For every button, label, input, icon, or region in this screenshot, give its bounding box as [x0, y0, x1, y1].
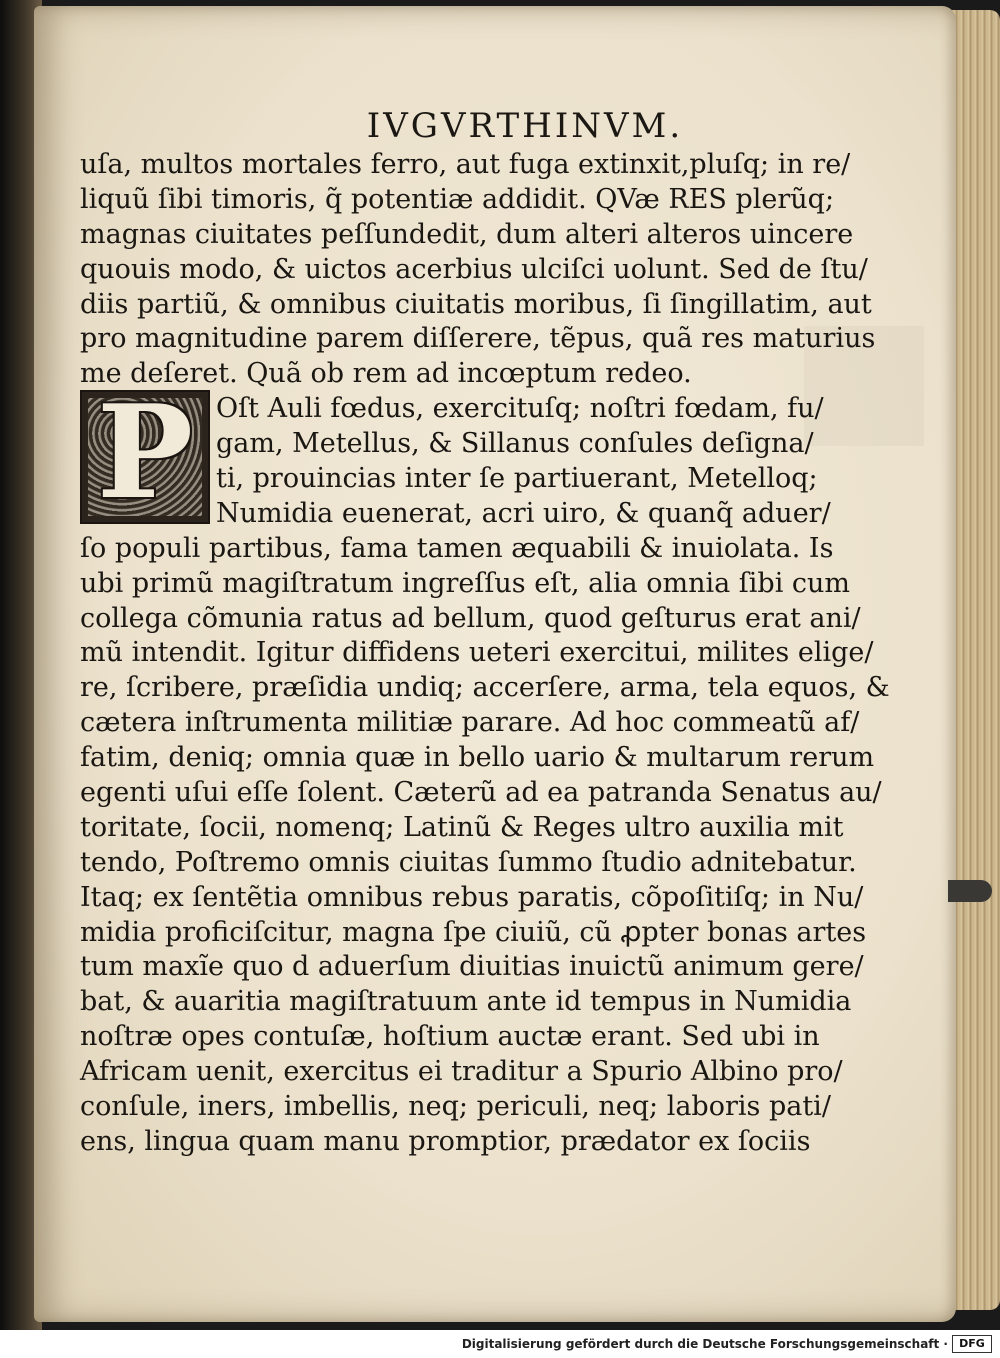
- text-line: tendo, Poſtremo omnis ciuitas ſummo ſtudio adnitebatur.: [80, 846, 857, 878]
- text-line: quouis modo, & uictos acerbius ulciſci uolunt. Sed de ſtu/: [80, 253, 868, 285]
- dfg-logo: DFG: [952, 1335, 992, 1353]
- text-line: Oſt Auli fœdus, exercituſq; noſtri fœdam, fu/: [216, 393, 824, 425]
- text-line: re, ſcribere, præſidia undiq; accerſere, arma, tela equos, &: [80, 672, 890, 704]
- page-edges: [952, 10, 1000, 1310]
- text-line: liquũ ſibi timoris, q̃ potentiæ addidit. QVæ RES plerũq;: [80, 183, 835, 215]
- running-head: IVGVRTHINVM.: [366, 106, 684, 146]
- text-line: cætera inſtrumenta militiæ parare. Ad hoc commeatũ af/: [80, 707, 860, 739]
- text-line: pro magnitudine parem diſſerere, tẽpus, quã res maturius: [80, 323, 876, 355]
- text-line: me deſeret. Quã ob rem ad incœptum redeo.: [80, 358, 692, 390]
- text-line: ens, lingua quam manu promptior, prædator ex ſociis: [80, 1125, 811, 1157]
- text-line: midia proficiſcitur, magna ſpe ciuiũ, cũ ꝓpter bonas artes: [80, 916, 867, 948]
- text-line: ſo populi partibus, fama tamen æquabili & inuiolata. Is: [80, 532, 834, 564]
- initial-letter: P: [96, 378, 194, 528]
- text-line: Itaq; ex ſentẽtia omnibus rebus paratis, cõpoſitiſq; in Nu/: [80, 881, 864, 913]
- text-line: ti, prouincias inter ſe partiuerant, Metelloq;: [216, 463, 818, 495]
- decorated-initial: [80, 378, 210, 528]
- text-line: conſule, iners, imbellis, neq; periculi, neq; laboris pati/: [80, 1091, 831, 1123]
- text-line: magnas ciuitates peſſundedit, dum alteri alteros uincere: [80, 218, 854, 250]
- text-line: Numidia euenerat, acri uiro, & quanq̃ aduer/: [216, 497, 831, 529]
- text-line: Africam uenit, exercitus ei traditur a Spurio Albino pro/: [80, 1056, 843, 1088]
- text-line: ubi primũ magiſtratum ingreſſus eſt, alia omnia ſibi cum: [80, 567, 851, 599]
- main-text: [80, 148, 890, 1160]
- text-line: mũ intendit. Igitur diffidens ueteri exercitui, milites elige/: [80, 637, 874, 669]
- text-line: diis partiũ, & omnibus ciuitatis moribus, ſi ſingillatim, aut: [80, 288, 872, 320]
- text-line: egenti uſui eſſe ſolent. Cæterũ ad ea patranda Senatus au/: [80, 777, 882, 809]
- text-line: toritate, ſocii, nomenq; Latinũ & Reges ultro auxilia mit: [80, 811, 844, 843]
- funding-credit: Digitalisierung gefördert durch die Deutsche Forschungsgemeinschaft ·: [461, 1337, 948, 1351]
- text-line: fatim, deniq; omnia quæ in bello uario & multarum rerum: [80, 742, 875, 774]
- text-line: bat, & auaritia magiſtratuum ante id tempus in Numidia: [80, 986, 852, 1018]
- text-line: tum maxĩe quo d aduerſum diuitias inuictũ animum gere/: [80, 951, 864, 983]
- page-marker-tab: [948, 880, 992, 902]
- text-line: noſtræ opes contuſæ, hoſtium auctæ erant. Sed ubi in: [80, 1021, 820, 1053]
- text-line: uſa, multos mortales ferro, aut fuga extinxit,pluſq; in re/: [80, 149, 851, 180]
- text-line: collega cõmunia ratus ad bellum, quod geſturus erat ani/: [80, 602, 861, 634]
- text-line: gam, Metellus, & Sillanus conſules deſigna/: [216, 428, 814, 460]
